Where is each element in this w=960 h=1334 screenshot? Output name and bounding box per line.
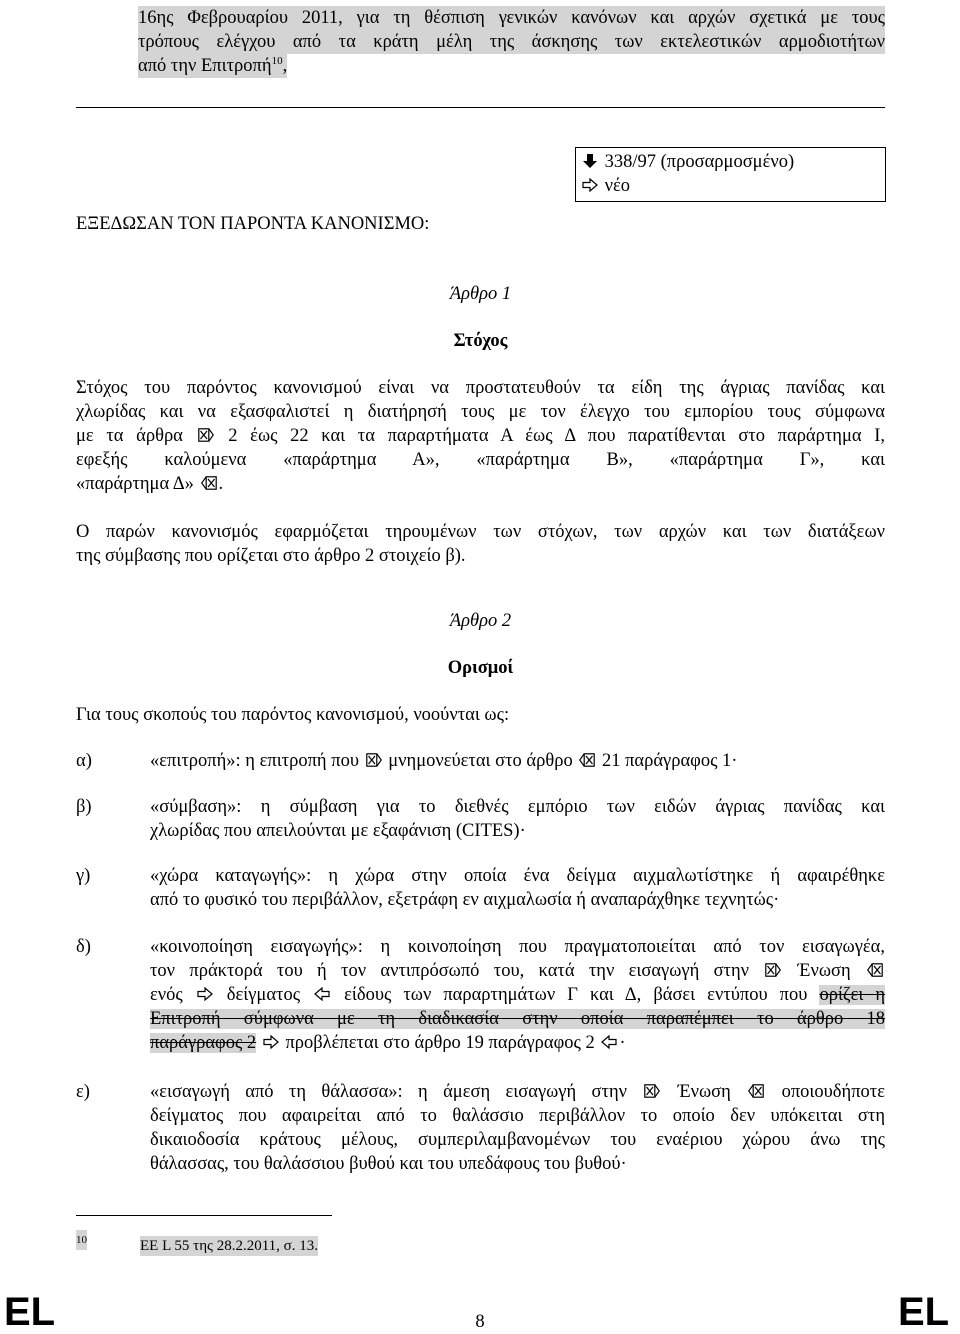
definition-item-d-line-1	[150, 935, 885, 959]
insert-start-marker-icon	[765, 963, 781, 977]
definition-text: δείγματος που αφαιρείται από το θαλάσσιο περιβάλλον το οποίο δεν υπόκειται στη	[150, 1106, 885, 1126]
definition-text: «σύμβαση»: η σύμβαση για το διεθνές εμπόριο των ειδών άγριας πανίδας και	[150, 797, 885, 817]
insert-end-marker-icon	[579, 753, 595, 767]
paragraph-text: «παράρτημα Δ»	[76, 474, 194, 494]
recital-text: ,	[282, 56, 288, 76]
definition-text: Ένωση	[797, 961, 851, 981]
definition-label	[76, 795, 92, 819]
recital-text: τρόπους ελέγχου από τα κράτη μέλη της άσκησης των εκτελεστικών αρμοδιοτήτων	[138, 32, 885, 52]
recital-line-2	[138, 30, 885, 54]
enacting-formula-text: ΕΞΕΔΩΣΑΝ ΤΟΝ ΠΑΡΟΝΤΑ ΚΑΝΟΝΙΣΜΟ:	[76, 214, 430, 234]
definition-text: «χώρα καταγωγής»: η χώρα στην οποία ένα δείγμα αιχμαλωτίστηκε ή αφαιρέθηκε	[150, 866, 885, 886]
definition-label-text: β)	[76, 797, 92, 817]
article-1-paragraph-1-line-2	[76, 400, 885, 424]
language-code-text: EL	[898, 1290, 950, 1334]
definition-item-e-line-2	[150, 1104, 885, 1128]
article-1-paragraph-1-line-1	[76, 376, 885, 400]
definition-text: θάλασσας, του θαλάσσιου βυθού και του υπεδάφους του βυθού·	[150, 1154, 627, 1174]
enacting-formula	[76, 212, 429, 236]
paragraph-text: της σύμβασης που ορίζεται στο άρθρο 2 στοιχείο β).	[76, 546, 466, 566]
definition-item-c-line-2	[150, 888, 885, 912]
definition-label-text: ε)	[76, 1082, 90, 1102]
insert-end-marker-icon	[867, 963, 883, 977]
page-number	[460, 1310, 500, 1334]
article-1-paragraph-1-line-5	[76, 472, 223, 496]
paragraph-text: εφεξής καλούμενα «παράρτημα Α», «παράρτημα Β», «παράρτημα Γ», και	[76, 450, 885, 470]
footnote-number: 10	[76, 1230, 87, 1250]
footnote-text: EE L 55 της 28.2.2011, σ. 13.	[140, 1238, 319, 1254]
definition-item-e-line-1	[150, 1080, 885, 1104]
definition-text: τον πράκτορά του ή τον αντιπρόσωπό του, κατά την εισαγωγή στην	[150, 961, 750, 981]
language-code-text: EL	[4, 1290, 56, 1334]
article-2-number	[76, 609, 885, 633]
adapted-indicator-text: 338/97 (προσαρμοσμένο)	[604, 152, 795, 172]
new-text-start-arrow-icon	[263, 1035, 279, 1049]
language-code-right	[898, 1292, 949, 1332]
insert-end-marker-icon	[748, 1084, 764, 1098]
paragraph-text: Για τους σκοπούς του παρόντος κανονισμού, νοούνται ως:	[76, 705, 510, 725]
definition-text: ·	[619, 1033, 626, 1053]
definition-item-d-line-5	[150, 1031, 885, 1055]
paragraph-text: 2 έως 22 και τα παραρτήματα Α έως Δ που παρατίθενται στο παράρτημα I,	[228, 426, 886, 446]
article-number-text: Άρθρο 1	[449, 284, 512, 304]
definition-item-b-line-1	[150, 795, 885, 819]
outline-right-arrow-icon	[582, 178, 598, 192]
article-1-paragraph-1-line-4	[76, 448, 885, 472]
definition-label	[76, 1080, 90, 1104]
definition-item-d-line-2	[150, 959, 885, 983]
article-1-paragraph-2-line-1	[76, 520, 885, 544]
definition-text: «εισαγωγή από τη θάλασσα»: η άμεση εισαγωγή στην	[150, 1082, 627, 1102]
definition-item-e-line-4	[150, 1152, 885, 1176]
definition-item-c-line-1	[150, 864, 885, 888]
recital-line-1	[138, 6, 885, 30]
definition-item-d-line-3	[150, 983, 885, 1007]
definition-text: ενός	[150, 985, 183, 1005]
article-title-text: Στόχος	[453, 331, 508, 351]
definition-text: προβλέπεται στο άρθρο 19 παράγραφος 2	[285, 1033, 595, 1053]
recital-line-3	[138, 54, 287, 78]
page-number-text: 8	[475, 1312, 485, 1332]
language-code-left	[4, 1292, 55, 1332]
deleted-text: Επιτροπή σύμφωνα με τη διαδικασία στην οποία παραπέμπει το άρθρο 18	[150, 1009, 885, 1029]
article-title-text: Ορισμοί	[447, 658, 514, 678]
definition-text: 21 παράγραφος 1·	[601, 751, 738, 771]
definition-item-a-line-1	[150, 749, 885, 773]
article-2-intro	[76, 703, 509, 727]
deleted-text: ορίζει η	[819, 985, 886, 1005]
definition-text: από το φυσικό του περιβάλλον, εξετράφη εν αιχμαλωσία ή αναπαράχθηκε τεχνητώς·	[150, 890, 780, 910]
definition-text: μνημονεύεται στο άρθρο	[388, 751, 573, 771]
new-text-end-arrow-icon	[601, 1035, 617, 1049]
definition-label	[76, 864, 90, 888]
definition-item-d-line-4	[150, 1007, 885, 1031]
footnote-separator	[76, 1215, 332, 1216]
article-number-text: Άρθρο 2	[449, 611, 512, 631]
bold-down-arrow-icon	[582, 154, 598, 168]
definition-text: «επιτροπή»: η επιτροπή που	[150, 751, 359, 771]
definition-text: δικαιοδοσία κράτους μέλους, συμπεριλαμβανομένων του εναέριου χώρου άνω της	[150, 1130, 885, 1150]
definition-item-e-line-3	[150, 1128, 885, 1152]
insert-start-marker-icon	[644, 1084, 660, 1098]
definition-text: Ένωση	[677, 1082, 731, 1102]
definition-text: οποιουδήποτε	[781, 1082, 885, 1102]
new-text-end-arrow-icon	[314, 987, 330, 1001]
definition-text: είδους των παραρτημάτων Γ και Δ, βάσει εντύπου που	[344, 985, 808, 1005]
recital-text: από την Επιτροπή	[138, 56, 272, 76]
definition-label-text: γ)	[76, 866, 91, 886]
article-2-title	[76, 656, 885, 680]
new-indicator-text: νέο	[604, 176, 631, 196]
separator-line	[76, 107, 885, 108]
definition-text: «κοινοποίηση εισαγωγής»: η κοινοποίηση που πραγματοποιείται από τον εισαγωγέα,	[150, 937, 885, 957]
definition-label-text: α)	[76, 751, 92, 771]
article-1-paragraph-2-line-2	[76, 544, 466, 568]
definition-label	[76, 935, 91, 959]
paragraph-text: χλωρίδας και να εξασφαλιστεί η διατήρησή τους με τον έλεγχο του εμπορίου τους σύμφωνα	[76, 402, 885, 422]
paragraph-text: .	[218, 474, 224, 494]
paragraph-text: με τα άρθρα	[76, 426, 183, 446]
definition-text: χλωρίδας που απειλούνται με εξαφάνιση (CITES)·	[150, 821, 526, 841]
new-text-start-arrow-icon	[197, 987, 213, 1001]
adapted-indicator	[582, 150, 879, 174]
insert-start-marker-icon	[198, 428, 214, 442]
new-indicator	[582, 174, 879, 198]
definition-label	[76, 749, 92, 773]
article-1-title	[76, 329, 885, 353]
paragraph-text: Στόχος του παρόντος κανονισμού είναι να προστατευθούν τα είδη της άγριας πανίδας και	[76, 378, 885, 398]
insert-end-marker-icon	[201, 476, 217, 490]
paragraph-text: Ο παρών κανονισμός εφαρμόζεται τηρουμένων των στόχων, των αρχών και των διατάξεων	[76, 522, 885, 542]
insert-start-marker-icon	[366, 753, 382, 767]
deleted-text: παράγραφος 2	[150, 1033, 257, 1053]
article-1-paragraph-1-line-3	[76, 424, 885, 448]
definition-item-b-line-2	[150, 819, 885, 843]
footnote-reference[interactable]: 10	[271, 55, 283, 67]
article-1-number	[76, 282, 885, 306]
recital-text: 16ης Φεβρουαρίου 2011, για τη θέσπιση γενικών κανόνων και αρχών σχετικά με τους	[138, 8, 885, 28]
definition-text: δείγματος	[226, 985, 301, 1005]
definition-label-text: δ)	[76, 937, 91, 957]
amendment-indicator-box	[575, 147, 886, 202]
